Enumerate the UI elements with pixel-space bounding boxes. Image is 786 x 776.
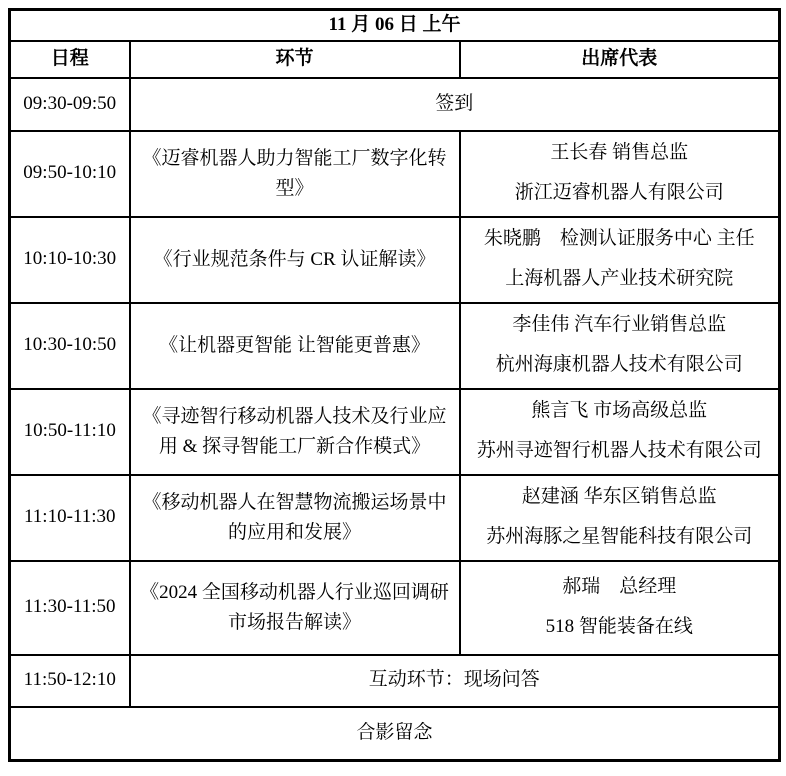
representative-cell <box>460 217 780 303</box>
session-cell: 《移动机器人在智慧物流搬运场景中的应用和发展》 <box>130 475 460 561</box>
representative-name: 郝瑞 总经理 <box>562 576 677 598</box>
table-row <box>10 475 780 561</box>
session-cell: 《行业规范条件与 CR 认证解读》 <box>130 217 460 303</box>
time-cell: 11:30-11:50 <box>10 561 130 655</box>
time-cell: 10:30-10:50 <box>10 303 130 389</box>
table-title: 11 月 06 日 上午 <box>10 10 780 41</box>
representative-org: 杭州海康机器人技术有限公司 <box>495 354 743 375</box>
session-cell: 《寻迹智行移动机器人技术及行业应用 & 探寻智能工厂新合作模式》 <box>130 389 460 475</box>
column-header-session: 环节 <box>130 41 460 78</box>
table-row <box>10 561 780 655</box>
time-cell: 11:50-12:10 <box>10 655 130 707</box>
time-cell: 10:10-10:30 <box>10 217 130 303</box>
representative-org: 苏州寻迹智行机器人技术有限公司 <box>476 440 762 461</box>
table-row-qa <box>10 655 780 707</box>
representative-org: 518 智能装备在线 <box>545 616 693 637</box>
representative-cell <box>460 561 780 655</box>
representative-org: 浙江迈睿机器人有限公司 <box>514 182 724 203</box>
representative-name: 王长春 销售总监 <box>550 142 689 164</box>
column-header-row <box>10 41 780 78</box>
representative-name: 李佳伟 汽车行业销售总监 <box>512 314 727 336</box>
title-row <box>10 10 780 41</box>
group-photo-cell: 合影留念 <box>10 707 780 761</box>
time-cell: 11:10-11:30 <box>10 475 130 561</box>
table-row-signin <box>10 78 780 131</box>
session-cell: 《让机器更智能 让智能更普惠》 <box>130 303 460 389</box>
representative-cell <box>460 389 780 475</box>
qa-merged-cell: 互动环节：现场问答 <box>130 655 780 707</box>
representative-cell <box>460 303 780 389</box>
table-row-photo <box>10 707 780 761</box>
schedule-table <box>8 8 781 762</box>
table-row <box>10 217 780 303</box>
representative-org: 上海机器人产业技术研究院 <box>505 268 734 289</box>
time-cell: 09:50-10:10 <box>10 131 130 217</box>
time-cell: 10:50-11:10 <box>10 389 130 475</box>
session-cell: 《迈睿机器人助力智能工厂数字化转型》 <box>130 131 460 217</box>
representative-org: 苏州海豚之星智能科技有限公司 <box>486 526 753 547</box>
column-header-representative: 出席代表 <box>460 41 780 78</box>
column-header-schedule: 日程 <box>10 41 130 78</box>
table-row <box>10 389 780 475</box>
representative-name: 赵建涵 华东区销售总监 <box>521 486 717 508</box>
representative-cell <box>460 475 780 561</box>
table-row <box>10 131 780 217</box>
signin-merged-cell: 签到 <box>130 78 780 131</box>
table-row <box>10 303 780 389</box>
representative-cell <box>460 131 780 217</box>
time-cell: 09:30-09:50 <box>10 78 130 131</box>
session-cell: 《2024 全国移动机器人行业巡回调研市场报告解读》 <box>130 561 460 655</box>
representative-name: 熊言飞 市场高级总监 <box>531 400 708 422</box>
representative-name: 朱晓鹏 检测认证服务中心 主任 <box>483 228 755 250</box>
